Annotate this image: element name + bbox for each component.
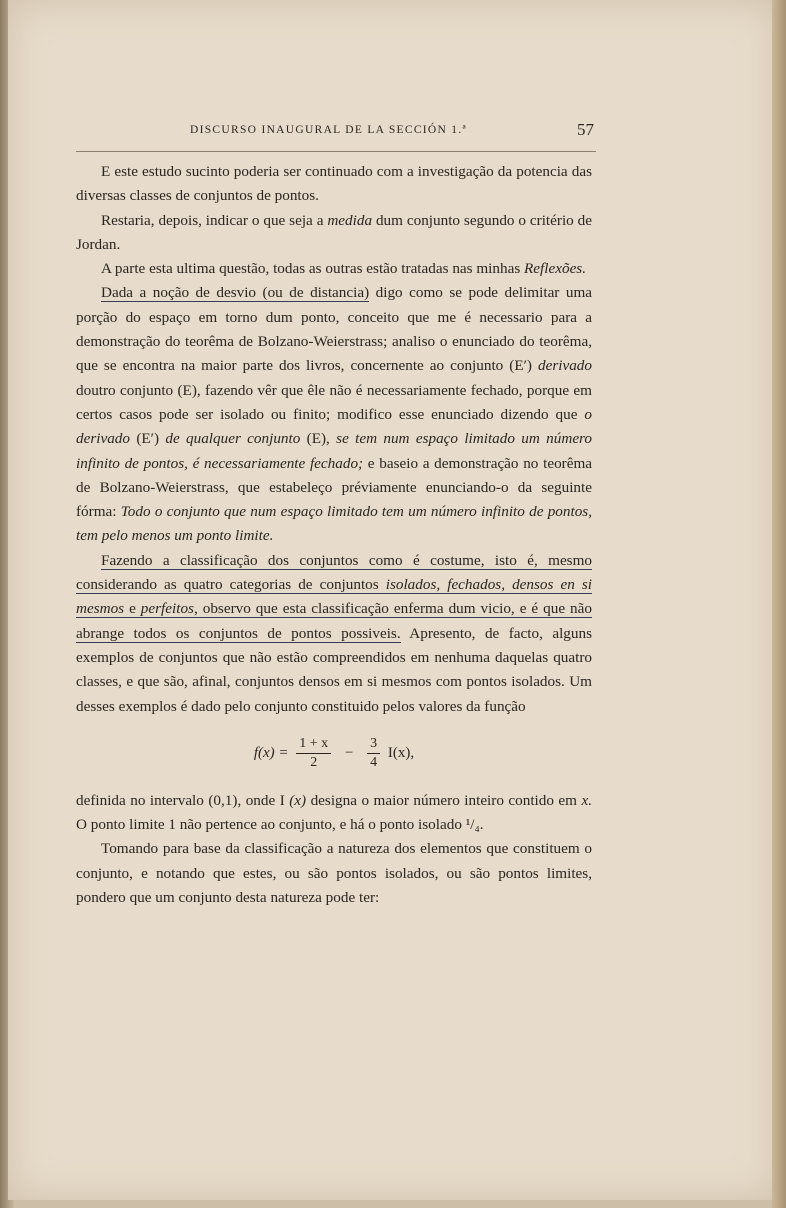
emphasis: de qualquer conjunto [165,430,301,448]
text-run: e baseio a demonstração no teorêma de Bolzano-Weierstrass, que estabeleço préviamente enunciando-o da seguinte fórma: [76,454,593,521]
header-rule [76,151,596,152]
emphasis: derivado [538,357,592,375]
paragraph-6 [76,789,592,838]
underlined-text: Dada a noção de desvio (ou de distancia) [101,284,370,302]
emphasis: (x) [289,791,307,809]
denominator: 2 [310,754,318,770]
emphasis: Todo o conjunto que num espaço limitado tem um número infinito de pontos, tem pelo menos um ponto limite. [76,503,592,545]
text-run: dum conjunto segundo o critério de Jordan. [76,211,592,253]
numerator: 3 [367,735,380,754]
underlined-text: e [124,600,141,618]
running-header [76,120,594,144]
fraction-2 [367,735,380,772]
text-run: (E), [300,430,337,448]
text-run: doutro conjunto (E), fazendo vêr que êle não é necessariamente fechado, porque em certos casos pode ser isolado ou finito; modifico esse enunciado dizendo que [76,381,592,423]
text-run: Restaria, depois, indicar o que seja a [101,211,328,229]
paragraph-1: E este estudo sucinto poderia ser continuado com a investigação da potencia das diversas classes de conjuntos de pontos. [76,163,592,205]
underlined-text: observo que esta classificação enferma dum vicio, e é que não abrange todos os conjuntos de pontos possiveis. [76,600,592,642]
underlined-emphasis: perfeitos, [140,600,198,618]
emphasis: x. [581,791,593,809]
text-run: definida no intervalo (0,1), onde I [76,791,290,809]
text-run: O ponto limite 1 não pertence ao conjunto, e há o ponto isolado ¹/₄. [76,816,484,834]
text-run: A parte esta ultima questão, todas as outras estão tratadas nas minhas [101,260,525,278]
paragraph-7: Tomando para base da classificação a natureza dos elementos que constituem o conjunto, e notando que estes, ou são pontos isolados, ou são pontos limites, pondero que um conjunto desta natureza pode ter: [76,840,592,907]
underlined-text: Fazendo a classificação dos conjuntos como é costume, isto é, mesmo considerando as quatro categorias de conjuntos [76,551,592,594]
minus-sign: − [344,745,354,762]
emphasis: medida [327,211,373,229]
text-run: designa o maior número inteiro contido em [306,791,582,809]
paragraph-2 [76,209,592,258]
emphasis: o derivado [76,405,592,448]
page-edge [772,0,786,1208]
numerator: 1 + x [296,735,331,754]
emphasis: Reflexões. [524,260,587,278]
underlined-emphasis: isolados, fechados, densos en si mesmos [76,576,592,618]
text-run: Apresento, de facto, alguns exemplos de conjuntos que não estão compreendidos em nenhuma daquelas quatro classes, e que são, afinal, conjuntos densos em si mesmos com pontos isolados. Um desses exemplos é dado pelo conjunto constituido pelos valores da função [76,624,592,715]
header-title: DISCURSO INAUGURAL DE LA SECCIÓN 1.ª [190,124,468,136]
paragraph-4 [76,281,592,548]
denominator: 4 [370,754,378,770]
fraction-1 [296,735,331,772]
body-text [76,160,592,910]
page-number: 57 [577,120,594,139]
text-run: (E′) [130,430,166,448]
formula-lhs: f(x) = [253,745,289,762]
paragraph-5 [76,549,592,719]
formula-tail: I(x), [387,745,415,762]
formula [76,735,592,775]
emphasis: se tem num espaço limitado um número infinito de pontos, é necessariamente fechado; [76,430,592,472]
text-run: digo como se pode delimitar uma porção do espaço em torno dum ponto, conceito que me é necessario para a demonstração do teorêma de Bolzano-Weierstrass; analiso o enunciado do teorêma, que se encontra na maior parte dos livros, concernente ao conjunto (E′) [76,284,593,375]
paragraph-3 [76,257,592,281]
